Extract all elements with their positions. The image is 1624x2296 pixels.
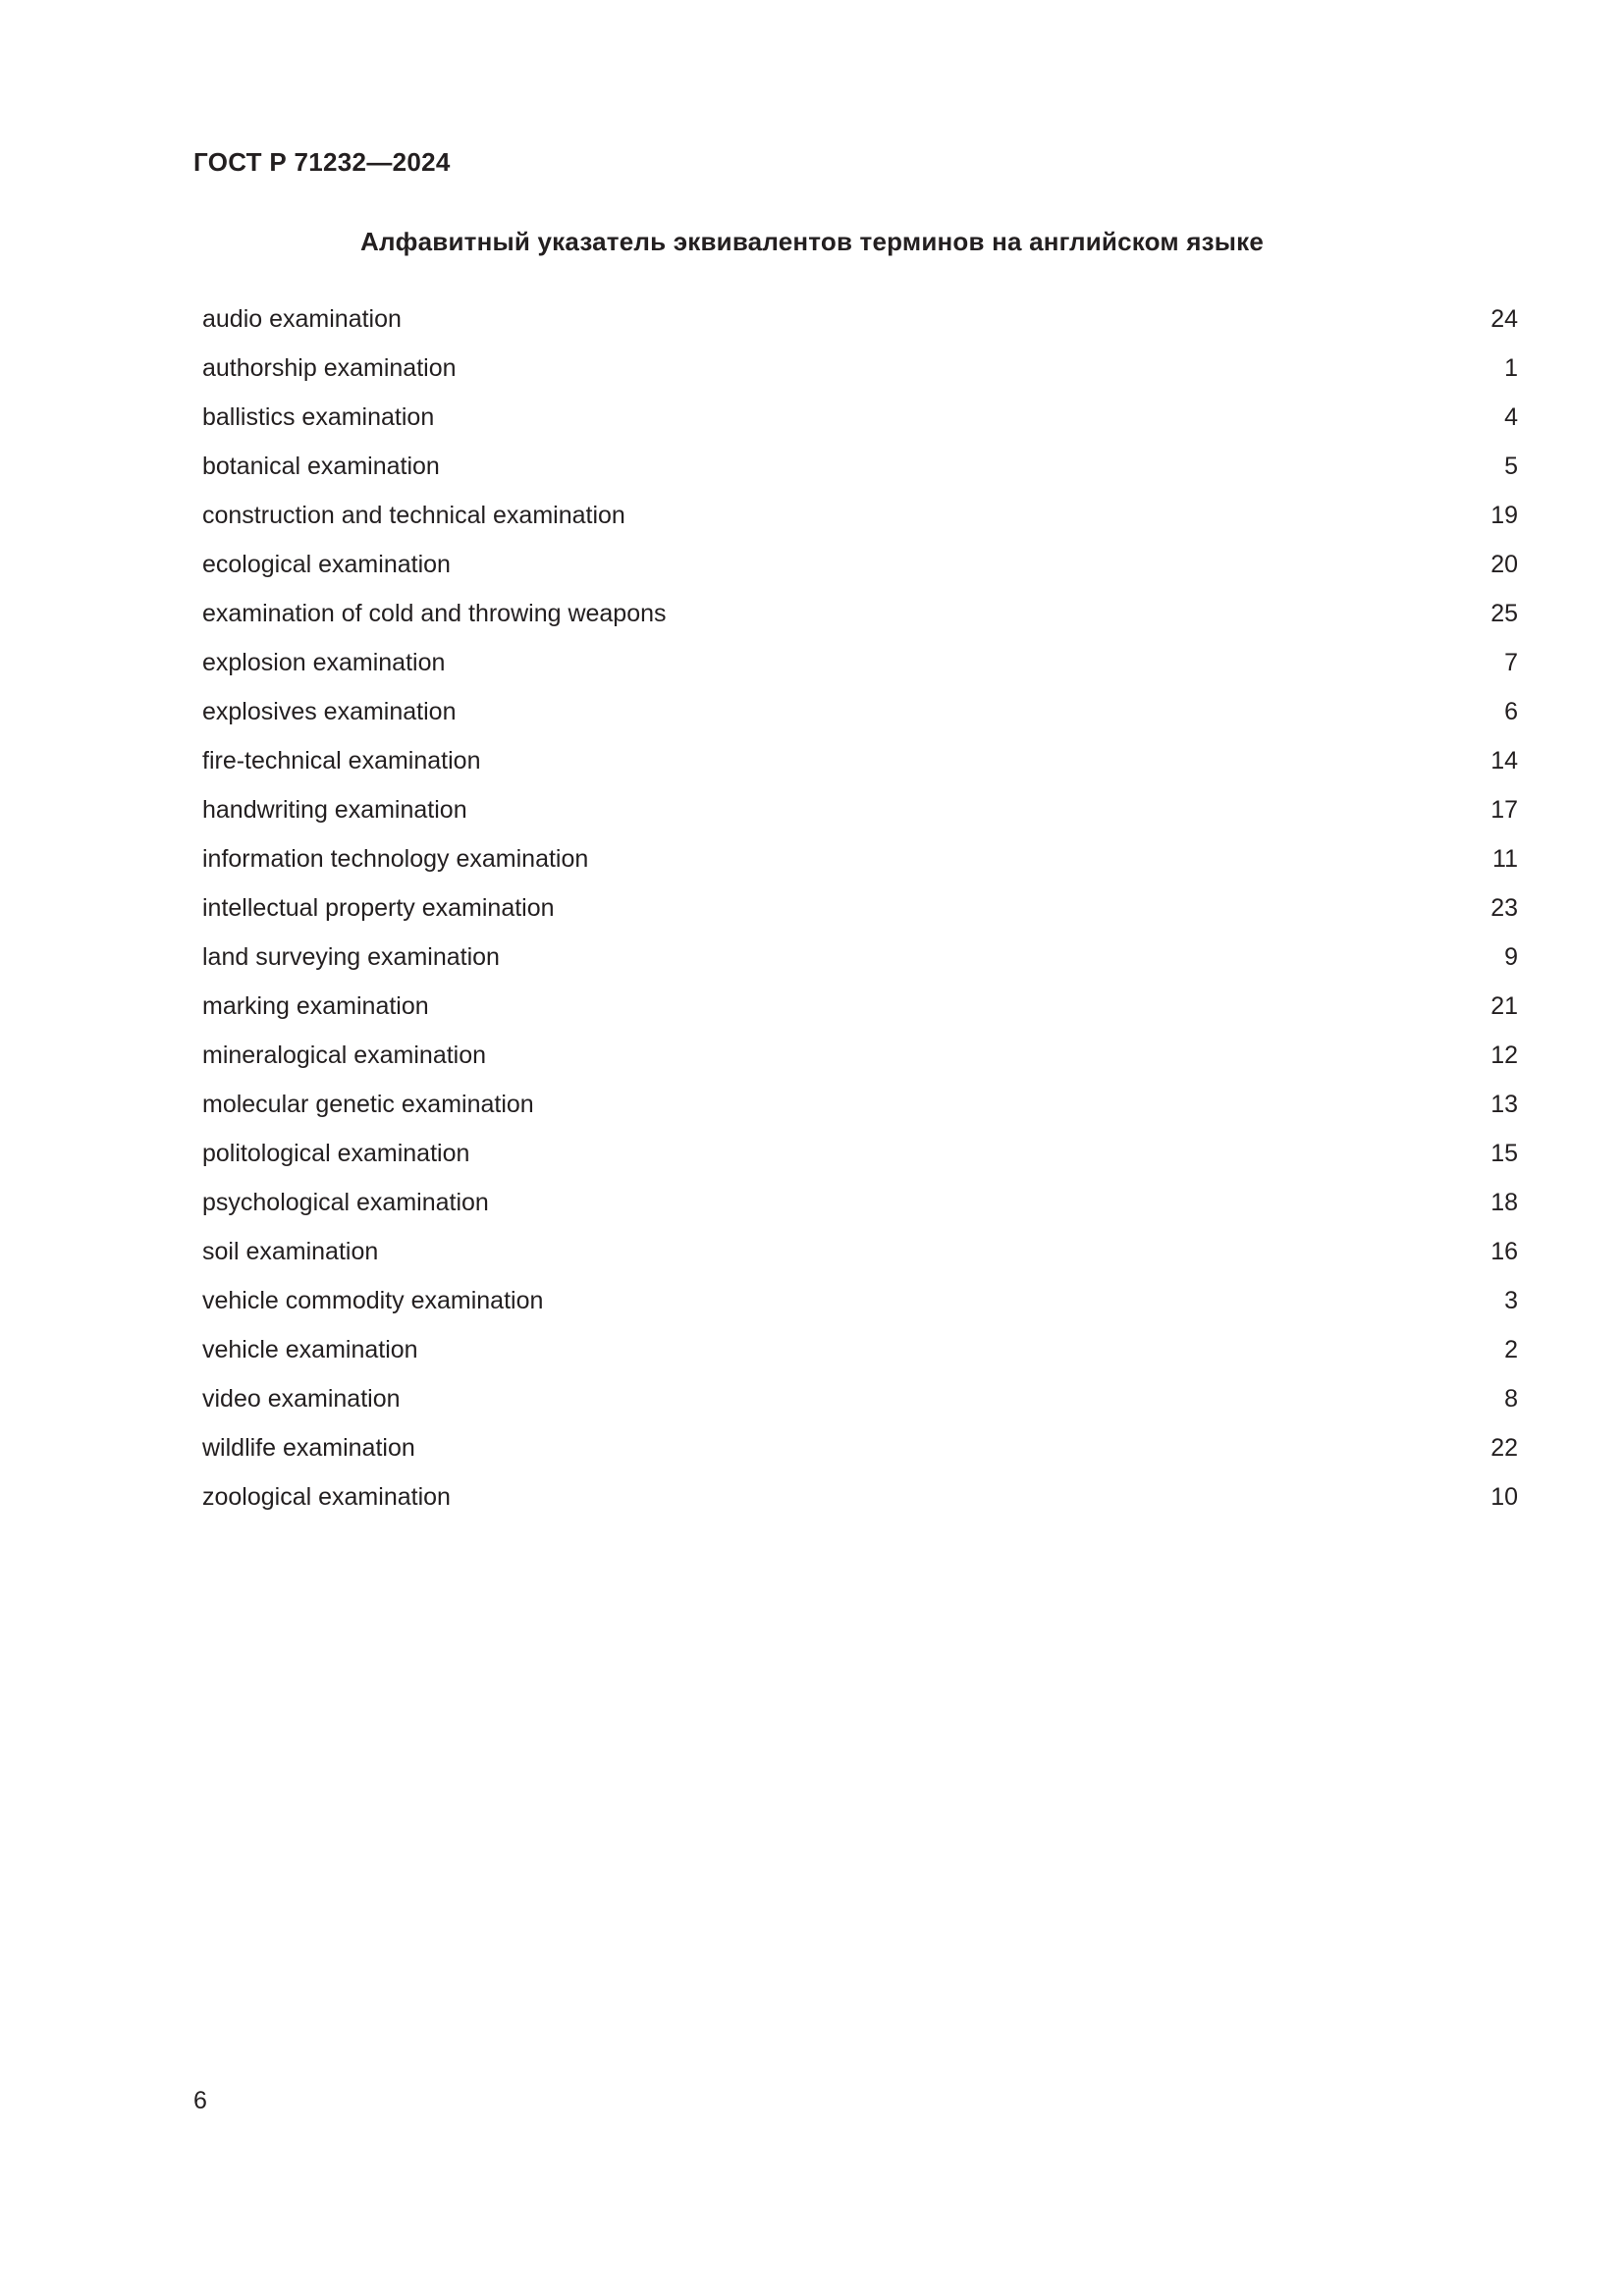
index-term: botanical examination (202, 453, 440, 480)
index-entry (202, 548, 1518, 597)
index-term-number: 18 (1490, 1189, 1518, 1216)
index-entry (202, 597, 1518, 646)
index-term-number: 23 (1490, 894, 1518, 922)
index-term-number: 16 (1490, 1238, 1518, 1265)
index-term-number: 3 (1504, 1287, 1518, 1314)
index-term: handwriting examination (202, 796, 467, 824)
index-term: politological examination (202, 1140, 470, 1167)
index-term-number: 9 (1504, 943, 1518, 971)
index-term: psychological examination (202, 1189, 489, 1216)
index-entry (202, 842, 1518, 891)
standard-code-header: ГОСТ Р 71232—2024 (193, 147, 451, 177)
index-term: vehicle commodity examination (202, 1287, 544, 1314)
index-term-number: 4 (1504, 403, 1518, 431)
index-entry (202, 1039, 1518, 1088)
index-entry (202, 695, 1518, 744)
index-term-number: 22 (1490, 1434, 1518, 1462)
index-entry (202, 1235, 1518, 1284)
index-term: examination of cold and throwing weapons (202, 600, 667, 627)
index-term: ecological examination (202, 551, 451, 578)
index-term-number: 13 (1490, 1091, 1518, 1118)
index-entry (202, 1186, 1518, 1235)
index-entry (202, 450, 1518, 499)
index-term-number: 17 (1490, 796, 1518, 824)
index-term-number: 10 (1490, 1483, 1518, 1511)
index-entry (202, 1431, 1518, 1480)
index-term-number: 5 (1504, 453, 1518, 480)
index-term-number: 6 (1504, 698, 1518, 725)
index-entry (202, 940, 1518, 989)
index-term-number: 21 (1490, 992, 1518, 1020)
index-term-number: 19 (1490, 502, 1518, 529)
index-term-number: 1 (1504, 354, 1518, 382)
index-term: zoological examination (202, 1483, 451, 1511)
index-entry (202, 793, 1518, 842)
index-term: explosives examination (202, 698, 457, 725)
index-term-number: 11 (1492, 845, 1518, 873)
index-entry (202, 1382, 1518, 1431)
index-term: wildlife examination (202, 1434, 415, 1462)
term-index-list (202, 302, 1518, 1529)
index-entry (202, 744, 1518, 793)
index-entry (202, 1137, 1518, 1186)
index-entry (202, 499, 1518, 548)
index-entry (202, 646, 1518, 695)
index-term-number: 12 (1490, 1041, 1518, 1069)
index-entry (202, 400, 1518, 450)
index-term: molecular genetic examination (202, 1091, 534, 1118)
index-term-number: 7 (1504, 649, 1518, 676)
index-entry (202, 989, 1518, 1039)
index-term-number: 8 (1504, 1385, 1518, 1413)
index-entry (202, 891, 1518, 940)
index-term: video examination (202, 1385, 401, 1413)
index-term: explosion examination (202, 649, 446, 676)
index-term: ballistics examination (202, 403, 435, 431)
index-term: information technology examination (202, 845, 589, 873)
index-term-number: 24 (1490, 305, 1518, 333)
section-title: Алфавитный указатель эквивалентов терминов на английском языке (359, 227, 1265, 256)
index-term: vehicle examination (202, 1336, 418, 1363)
index-term: intellectual property examination (202, 894, 555, 922)
index-term: mineralogical examination (202, 1041, 487, 1069)
index-entry (202, 351, 1518, 400)
index-term-number: 20 (1490, 551, 1518, 578)
index-term-number: 14 (1490, 747, 1518, 774)
index-term-number: 25 (1490, 600, 1518, 627)
index-term: construction and technical examination (202, 502, 625, 529)
index-entry (202, 1284, 1518, 1333)
index-entry (202, 1480, 1518, 1529)
index-term-number: 15 (1490, 1140, 1518, 1167)
index-entry (202, 1333, 1518, 1382)
index-term: soil examination (202, 1238, 379, 1265)
index-term: audio examination (202, 305, 402, 333)
index-term: marking examination (202, 992, 429, 1020)
page-number: 6 (193, 2087, 207, 2114)
index-term: land surveying examination (202, 943, 500, 971)
index-term: authorship examination (202, 354, 457, 382)
index-term: fire-technical examination (202, 747, 481, 774)
index-entry (202, 302, 1518, 351)
index-entry (202, 1088, 1518, 1137)
index-term-number: 2 (1504, 1336, 1518, 1363)
